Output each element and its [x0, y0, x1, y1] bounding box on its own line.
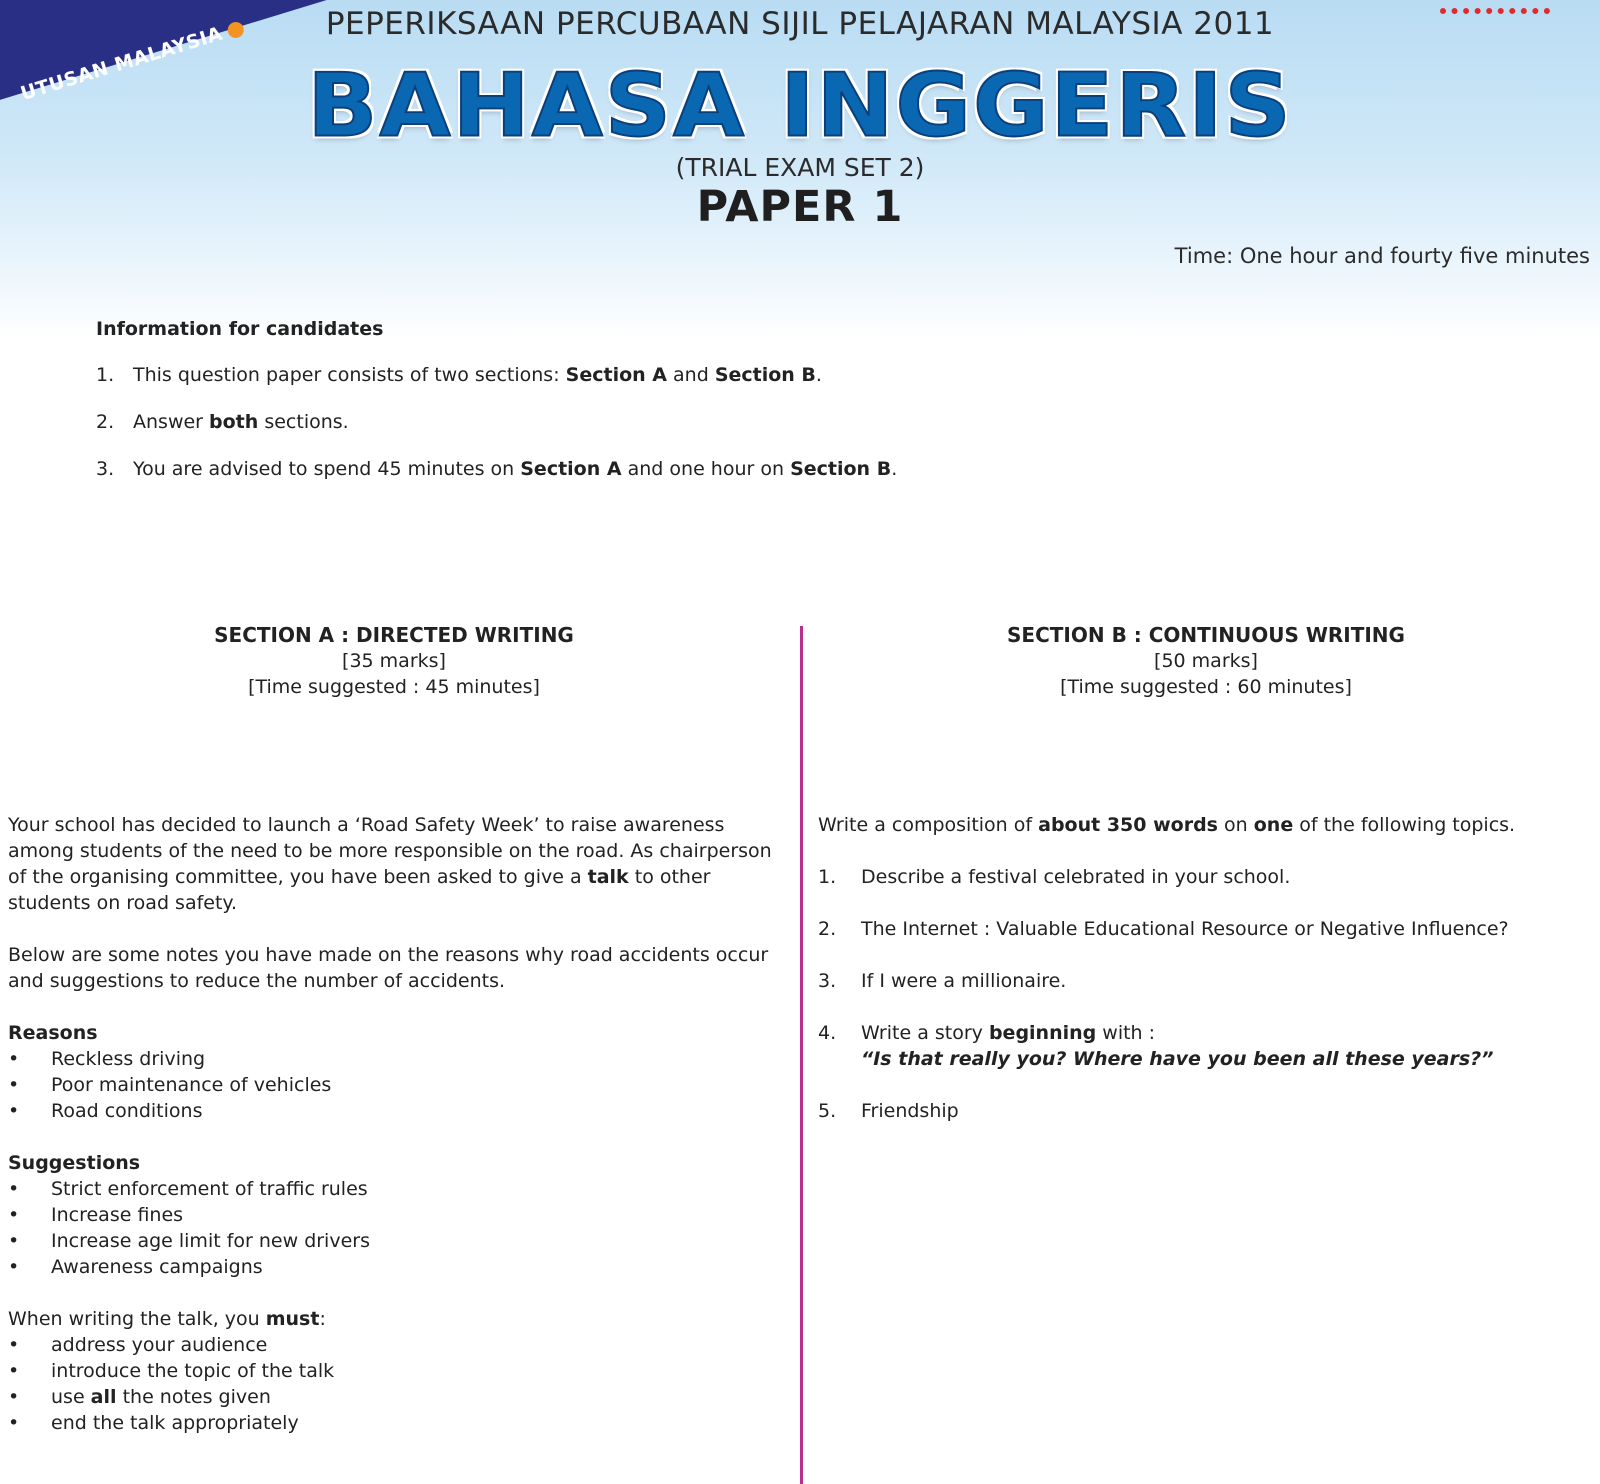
- section-b-header: [826, 622, 1586, 700]
- section-a-paragraph-1: [8, 812, 778, 916]
- info-text: .: [815, 364, 822, 386]
- info-item: [96, 364, 1296, 411]
- info-item-number: 3.: [96, 458, 115, 480]
- para-bold: about 350 words: [1038, 814, 1218, 836]
- topic-text: Friendship: [861, 1100, 959, 1122]
- info-bold: Section A: [565, 364, 667, 386]
- publisher-name: UTUSAN MALAYSIA: [18, 22, 226, 106]
- section-b-time: [Time suggested : 60 minutes]: [1060, 676, 1352, 698]
- exam-time: Time: One hour and fourty five minutes: [1174, 244, 1590, 268]
- para-text: Write a composition of: [818, 814, 1039, 836]
- section-a-header: [14, 622, 774, 700]
- trial-label: (TRIAL EXAM SET 2): [675, 153, 925, 182]
- suggestions-label: Suggestions: [8, 1152, 141, 1174]
- info-bold: Section B: [790, 458, 892, 480]
- section-a-marks: [35 marks]: [342, 650, 446, 672]
- topic-number: 5.: [818, 1100, 837, 1122]
- info-bold: both: [209, 411, 259, 433]
- topic-item: [818, 916, 1578, 942]
- section-a-time: [Time suggested : 45 minutes]: [248, 676, 540, 698]
- para-bold: must: [265, 1308, 320, 1330]
- topic-bold: beginning: [988, 1022, 1097, 1044]
- topic-item: [818, 968, 1578, 994]
- list-item: • introduce the topic of the talk: [8, 1358, 778, 1384]
- list-item: • address your audience: [8, 1332, 778, 1358]
- exam-title: PEPERIKSAAN PERCUBAAN SIJIL PELAJARAN MALAYSIA 2011: [325, 6, 1275, 42]
- list-item: • Reckless driving: [8, 1046, 778, 1072]
- info-text: This question paper consists of two sections:: [133, 364, 566, 386]
- info-text: and one hour on: [621, 458, 791, 480]
- section-a-title: SECTION A : DIRECTED WRITING: [214, 623, 574, 647]
- list-item: • Increase age limit for new drivers: [8, 1228, 778, 1254]
- info-item-number: 1.: [96, 364, 115, 386]
- section-a-content: [8, 812, 778, 1436]
- info-bold: Section A: [520, 458, 622, 480]
- suggestions-list: [8, 1176, 778, 1280]
- must-list: [8, 1332, 778, 1436]
- info-text: sections.: [258, 411, 349, 433]
- para-bold: one: [1253, 814, 1294, 836]
- info-item-number: 2.: [96, 411, 115, 433]
- topic-text: Describe a festival celebrated in your school.: [861, 866, 1291, 888]
- reasons-list: [8, 1046, 778, 1124]
- topic-item: [818, 1098, 1578, 1124]
- para-text: on: [1218, 814, 1254, 836]
- para-text: use: [51, 1386, 91, 1408]
- info-text: .: [891, 458, 898, 480]
- info-heading: Information for candidates: [96, 318, 384, 340]
- info-item: [96, 411, 1296, 458]
- topic-item: [818, 1020, 1578, 1072]
- para-text: :: [319, 1308, 326, 1330]
- info-list: [96, 364, 1296, 505]
- subject-title: BAHASA INGGERIS: [307, 54, 1293, 157]
- topic-text: The Internet : Valuable Educational Resource or Negative Influence?: [861, 918, 1509, 940]
- topic-text: with :: [1096, 1022, 1156, 1044]
- list-item: [8, 1384, 778, 1410]
- info-text: and: [666, 364, 715, 386]
- topic-text: If I were a millionaire.: [861, 970, 1067, 992]
- list-item: • Road conditions: [8, 1098, 778, 1124]
- topic-number: 2.: [818, 918, 837, 940]
- para-text: to other students on road safety.: [8, 866, 711, 914]
- list-item: • Awareness campaigns: [8, 1254, 778, 1280]
- para-text: Your school has decided to launch a ‘Road Safety Week’ to raise awareness among students of the need to be more responsible on the road. As chairperson of the organising committee, you have been asked to give a: [8, 814, 772, 888]
- section-b-marks: [50 marks]: [1154, 650, 1258, 672]
- topic-number: 1.: [818, 866, 837, 888]
- para-bold: all: [90, 1386, 117, 1408]
- info-bold: Section B: [714, 364, 816, 386]
- info-text: You are advised to spend 45 minutes on: [133, 458, 521, 480]
- list-item: • Poor maintenance of vehicles: [8, 1072, 778, 1098]
- reasons-label: Reasons: [8, 1022, 98, 1044]
- para-text: of the following topics.: [1293, 814, 1516, 836]
- topic-item: [818, 864, 1578, 890]
- section-b-title: SECTION B : CONTINUOUS WRITING: [1007, 623, 1405, 647]
- paper-label: PAPER 1: [696, 182, 904, 232]
- para-text: When writing the talk, you: [8, 1308, 266, 1330]
- info-item: [96, 458, 1296, 505]
- list-item: • Increase fines: [8, 1202, 778, 1228]
- section-a-paragraph-2: Below are some notes you have made on the reasons why road accidents occur and suggestions to reduce the number of accidents.: [8, 944, 769, 992]
- must-intro: [8, 1306, 778, 1332]
- list-item: • Strict enforcement of traffic rules: [8, 1176, 778, 1202]
- section-b-intro: [818, 812, 1578, 838]
- para-bold: talk: [587, 866, 629, 888]
- list-item: • end the talk appropriately: [8, 1410, 778, 1436]
- topic-quote: “Is that really you? Where have you been all these years?”: [861, 1048, 1494, 1070]
- para-text: the notes given: [122, 1386, 271, 1408]
- info-text: Answer: [133, 411, 210, 433]
- section-divider: [800, 626, 803, 1484]
- topic-number: 4.: [818, 1022, 837, 1044]
- topic-text: Write a story: [861, 1022, 989, 1044]
- topic-number: 3.: [818, 970, 837, 992]
- section-b-content: [818, 812, 1578, 1150]
